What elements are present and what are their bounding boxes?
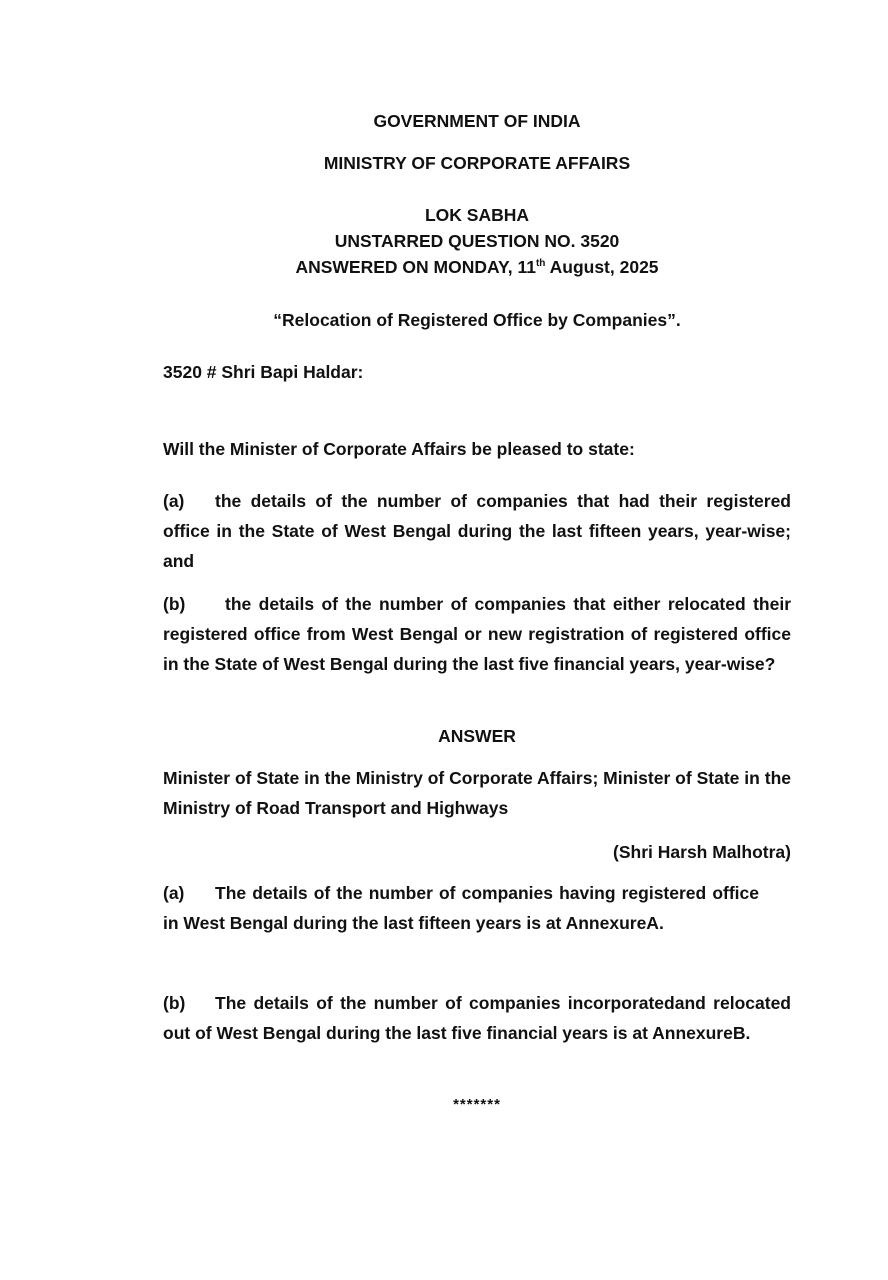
question-part-b <box>163 589 791 679</box>
minister-name: (Shri Harsh Malhotra) <box>613 842 791 862</box>
answered-date-prefix: ANSWERED ON MONDAY, 11 <box>295 257 536 277</box>
answer-part-a <box>163 878 759 938</box>
answer-part-a-mark: (a) <box>163 883 185 903</box>
house-heading: LOK SABHA <box>424 205 530 225</box>
answer-part-b <box>163 988 791 1048</box>
question-part-a <box>163 486 791 576</box>
answering-minister: Minister of State in the Ministry of Corporate Affairs; Minister of State in the Ministry of Road Transport and Highways <box>163 768 791 818</box>
answered-date <box>0 257 888 278</box>
question-part-b-text: the details of the number of companies that either relocated their registered office from West Bengal or new registration of registered office in the State of West Bengal during the last five financial years, year-wise? <box>163 594 791 674</box>
question-part-a-mark: (a) <box>163 491 185 511</box>
question-number: UNSTARRED QUESTION NO. 3520 <box>334 231 620 251</box>
end-mark: ******* <box>453 1096 501 1113</box>
answered-date-sup: th <box>535 258 546 270</box>
asker-name: 3520 # Shri Bapi Haldar: <box>163 362 364 382</box>
answer-part-b-mark: (b) <box>163 993 186 1013</box>
ministry-heading: MINISTRY OF CORPORATE AFFAIRS <box>323 153 631 173</box>
answer-heading: ANSWER <box>438 726 516 746</box>
answer-part-a-text: The details of the number of companies having registered office in West Bengal during the last fifteen years is at AnnexureA. <box>163 883 759 933</box>
answered-date-suffix: August, 2025 <box>545 257 659 277</box>
subject-title: “Relocation of Registered Office by Companies”. <box>273 310 681 330</box>
question-part-a-text: the details of the number of companies that had their registered office in the State of West Bengal during the last fifteen years, year-wise; and <box>163 491 791 571</box>
answer-part-b-text: The details of the number of companies incorporatedand relocated out of West Bengal during the last five financial years is at AnnexureB. <box>163 993 791 1043</box>
question-part-b-mark: (b) <box>163 594 186 614</box>
government-heading: GOVERNMENT OF INDIA <box>373 111 581 131</box>
question-intro: Will the Minister of Corporate Affairs be pleased to state: <box>163 439 635 459</box>
